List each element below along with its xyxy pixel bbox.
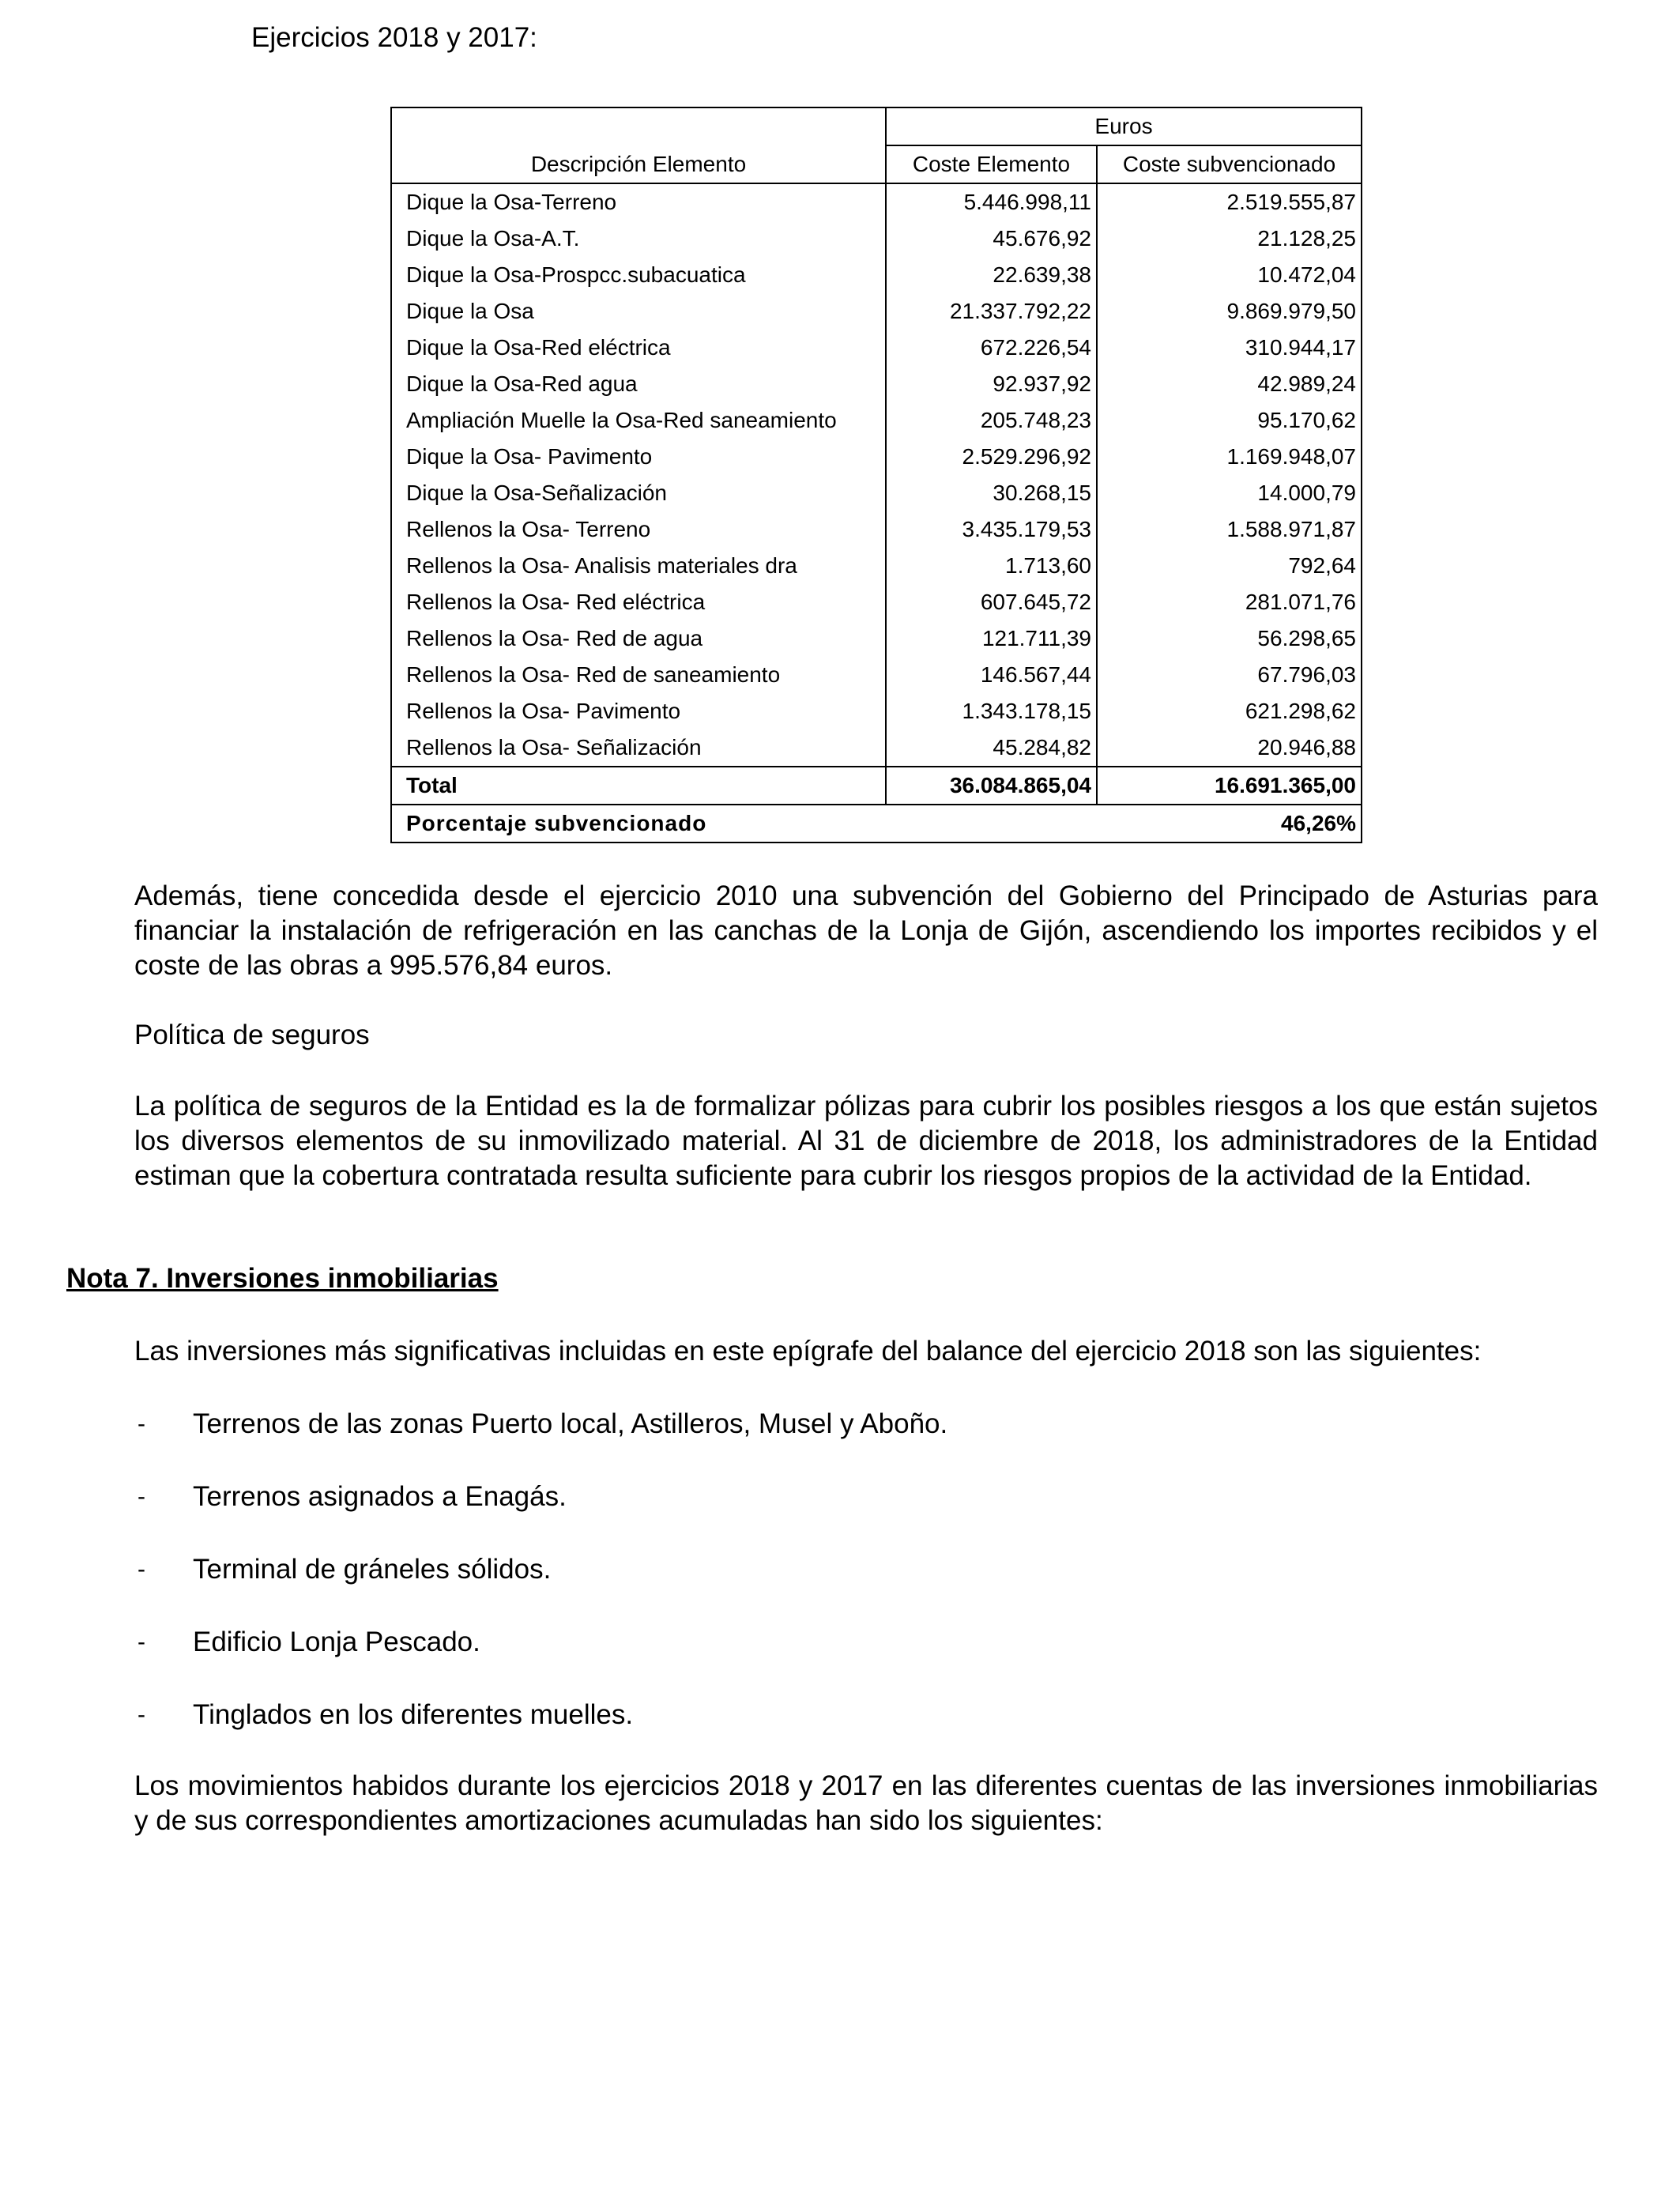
dash-bullet-icon: -: [137, 1702, 145, 1728]
percentage-label: Porcentaje subvencionado: [391, 805, 1097, 843]
row-description: Ampliación Muelle la Osa-Red saneamiento: [391, 402, 886, 439]
row-coste-subvencionado: 21.128,25: [1097, 221, 1362, 257]
total-label: Total: [391, 767, 886, 805]
row-description: Rellenos la Osa- Red de saneamiento: [391, 657, 886, 693]
list-item-text: Terrenos asignados a Enagás.: [193, 1481, 567, 1512]
paragraph-politica: La política de seguros de la Entidad es la de formalizar pólizas para cubrir los posibles riesgos a los que están sujetos los diversos elementos de su inmovilizado material. Al 31 de diciembre de 2018, los administradores de la Entidad estiman que la cobertura contratada resulta suficiente para cubrir los riesgos propios de la actividad de la Entidad.: [134, 1091, 1598, 1191]
table-row: [391, 439, 1362, 475]
table-group-header-row: [391, 107, 1362, 145]
table-row: [391, 293, 1362, 330]
row-description: Dique la Osa-Terreno: [391, 183, 886, 221]
table-row: [391, 729, 1362, 767]
paragraph-inversiones: Las inversiones más significativas incluidas en este epígrafe del balance del ejercicio 2018 son las siguientes:: [134, 1336, 1482, 1367]
row-coste-subvencionado: 2.519.555,87: [1097, 183, 1362, 221]
row-description: Dique la Osa-Red agua: [391, 366, 886, 402]
row-coste-subvencionado: 1.169.948,07: [1097, 439, 1362, 475]
percentage-value: 46,26%: [1097, 805, 1362, 843]
row-coste-elemento: 205.748,23: [886, 402, 1097, 439]
row-coste-elemento: 45.284,82: [886, 729, 1097, 767]
total-coste-subvencionado: 16.691.365,00: [1097, 767, 1362, 805]
row-coste-elemento: 21.337.792,22: [886, 293, 1097, 330]
row-coste-subvencionado: 10.472,04: [1097, 257, 1362, 293]
dash-bullet-icon: -: [137, 1483, 145, 1510]
dash-bullet-icon: -: [137, 1556, 145, 1582]
nota7-title: Nota 7. Inversiones inmobiliarias: [66, 1263, 499, 1294]
group-header-euros: Euros: [886, 107, 1362, 145]
row-coste-subvencionado: 67.796,03: [1097, 657, 1362, 693]
row-coste-subvencionado: 42.989,24: [1097, 366, 1362, 402]
row-coste-elemento: 92.937,92: [886, 366, 1097, 402]
table-row: [391, 257, 1362, 293]
table-header-row: [391, 145, 1362, 183]
row-coste-subvencionado: 9.869.979,50: [1097, 293, 1362, 330]
row-description: Dique la Osa-Señalización: [391, 475, 886, 511]
dash-bullet-icon: -: [137, 1411, 145, 1437]
row-description: Rellenos la Osa- Terreno: [391, 511, 886, 548]
row-coste-subvencionado: 1.588.971,87: [1097, 511, 1362, 548]
row-coste-elemento: 3.435.179,53: [886, 511, 1097, 548]
table-row: [391, 183, 1362, 221]
row-coste-subvencionado: 281.071,76: [1097, 584, 1362, 620]
row-coste-elemento: 22.639,38: [886, 257, 1097, 293]
list-item-text: Terminal de gráneles sólidos.: [193, 1554, 552, 1585]
row-coste-elemento: 45.676,92: [886, 221, 1097, 257]
table-row: [391, 330, 1362, 366]
row-description: Rellenos la Osa- Señalización: [391, 729, 886, 767]
row-coste-elemento: 607.645,72: [886, 584, 1097, 620]
table-row: [391, 584, 1362, 620]
row-description: Rellenos la Osa- Analisis materiales dra: [391, 548, 886, 584]
paragraph-ademas: Además, tiene concedida desde el ejercicio 2010 una subvención del Gobierno del Principado de Asturias para financiar la instalación de refrigeración en las canchas de la Lonja de Gijón, ascendiendo los importes recibidos y el coste de las obras a 995.576,84 euros.: [134, 880, 1598, 981]
table-percentage-row: [391, 805, 1362, 843]
table-row: [391, 475, 1362, 511]
row-description: Dique la Osa: [391, 293, 886, 330]
header-coste-subvencionado: Coste subvencionado: [1097, 145, 1362, 183]
subsidy-table: [390, 107, 1362, 843]
row-description: Dique la Osa- Pavimento: [391, 439, 886, 475]
row-description: Rellenos la Osa- Red de agua: [391, 620, 886, 657]
list-item-text: Terrenos de las zonas Puerto local, Astilleros, Musel y Aboño.: [193, 1408, 948, 1439]
header-descripcion: Descripción Elemento: [391, 145, 886, 183]
row-coste-elemento: 672.226,54: [886, 330, 1097, 366]
table-row: [391, 548, 1362, 584]
row-coste-subvencionado: 95.170,62: [1097, 402, 1362, 439]
row-coste-subvencionado: 792,64: [1097, 548, 1362, 584]
row-description: Rellenos la Osa- Red eléctrica: [391, 584, 886, 620]
row-coste-subvencionado: 56.298,65: [1097, 620, 1362, 657]
row-coste-subvencionado: 20.946,88: [1097, 729, 1362, 767]
row-coste-elemento: 30.268,15: [886, 475, 1097, 511]
list-item-text: Edificio Lonja Pescado.: [193, 1627, 480, 1657]
header-coste-elemento: Coste Elemento: [886, 145, 1097, 183]
table-row: [391, 511, 1362, 548]
row-coste-elemento: 2.529.296,92: [886, 439, 1097, 475]
row-coste-elemento: 121.711,39: [886, 620, 1097, 657]
table-row: [391, 657, 1362, 693]
politica-title: Política de seguros: [134, 1020, 370, 1050]
row-coste-elemento: 146.567,44: [886, 657, 1097, 693]
table-row: [391, 620, 1362, 657]
row-coste-elemento: 5.446.998,11: [886, 183, 1097, 221]
row-coste-elemento: 1.713,60: [886, 548, 1097, 584]
row-coste-elemento: 1.343.178,15: [886, 693, 1097, 729]
table-row: [391, 402, 1362, 439]
total-coste-elemento: 36.084.865,04: [886, 767, 1097, 805]
list-item-text: Tinglados en los diferentes muelles.: [193, 1699, 634, 1730]
table-row: [391, 693, 1362, 729]
dash-bullet-icon: -: [137, 1629, 145, 1655]
table-total-row: [391, 767, 1362, 805]
row-description: Dique la Osa-A.T.: [391, 221, 886, 257]
row-coste-subvencionado: 310.944,17: [1097, 330, 1362, 366]
paragraph-movimientos: Los movimientos habidos durante los ejercicios 2018 y 2017 en las diferentes cuentas de las inversiones inmobiliarias y de sus correspondientes amortizaciones acumuladas han sido los siguientes:: [134, 1770, 1598, 1836]
section-heading: Ejercicios 2018 y 2017:: [251, 22, 537, 53]
table-row: [391, 366, 1362, 402]
row-description: Rellenos la Osa- Pavimento: [391, 693, 886, 729]
table-row: [391, 221, 1362, 257]
row-coste-subvencionado: 14.000,79: [1097, 475, 1362, 511]
row-description: Dique la Osa-Red eléctrica: [391, 330, 886, 366]
row-description: Dique la Osa-Prospcc.subacuatica: [391, 257, 886, 293]
row-coste-subvencionado: 621.298,62: [1097, 693, 1362, 729]
